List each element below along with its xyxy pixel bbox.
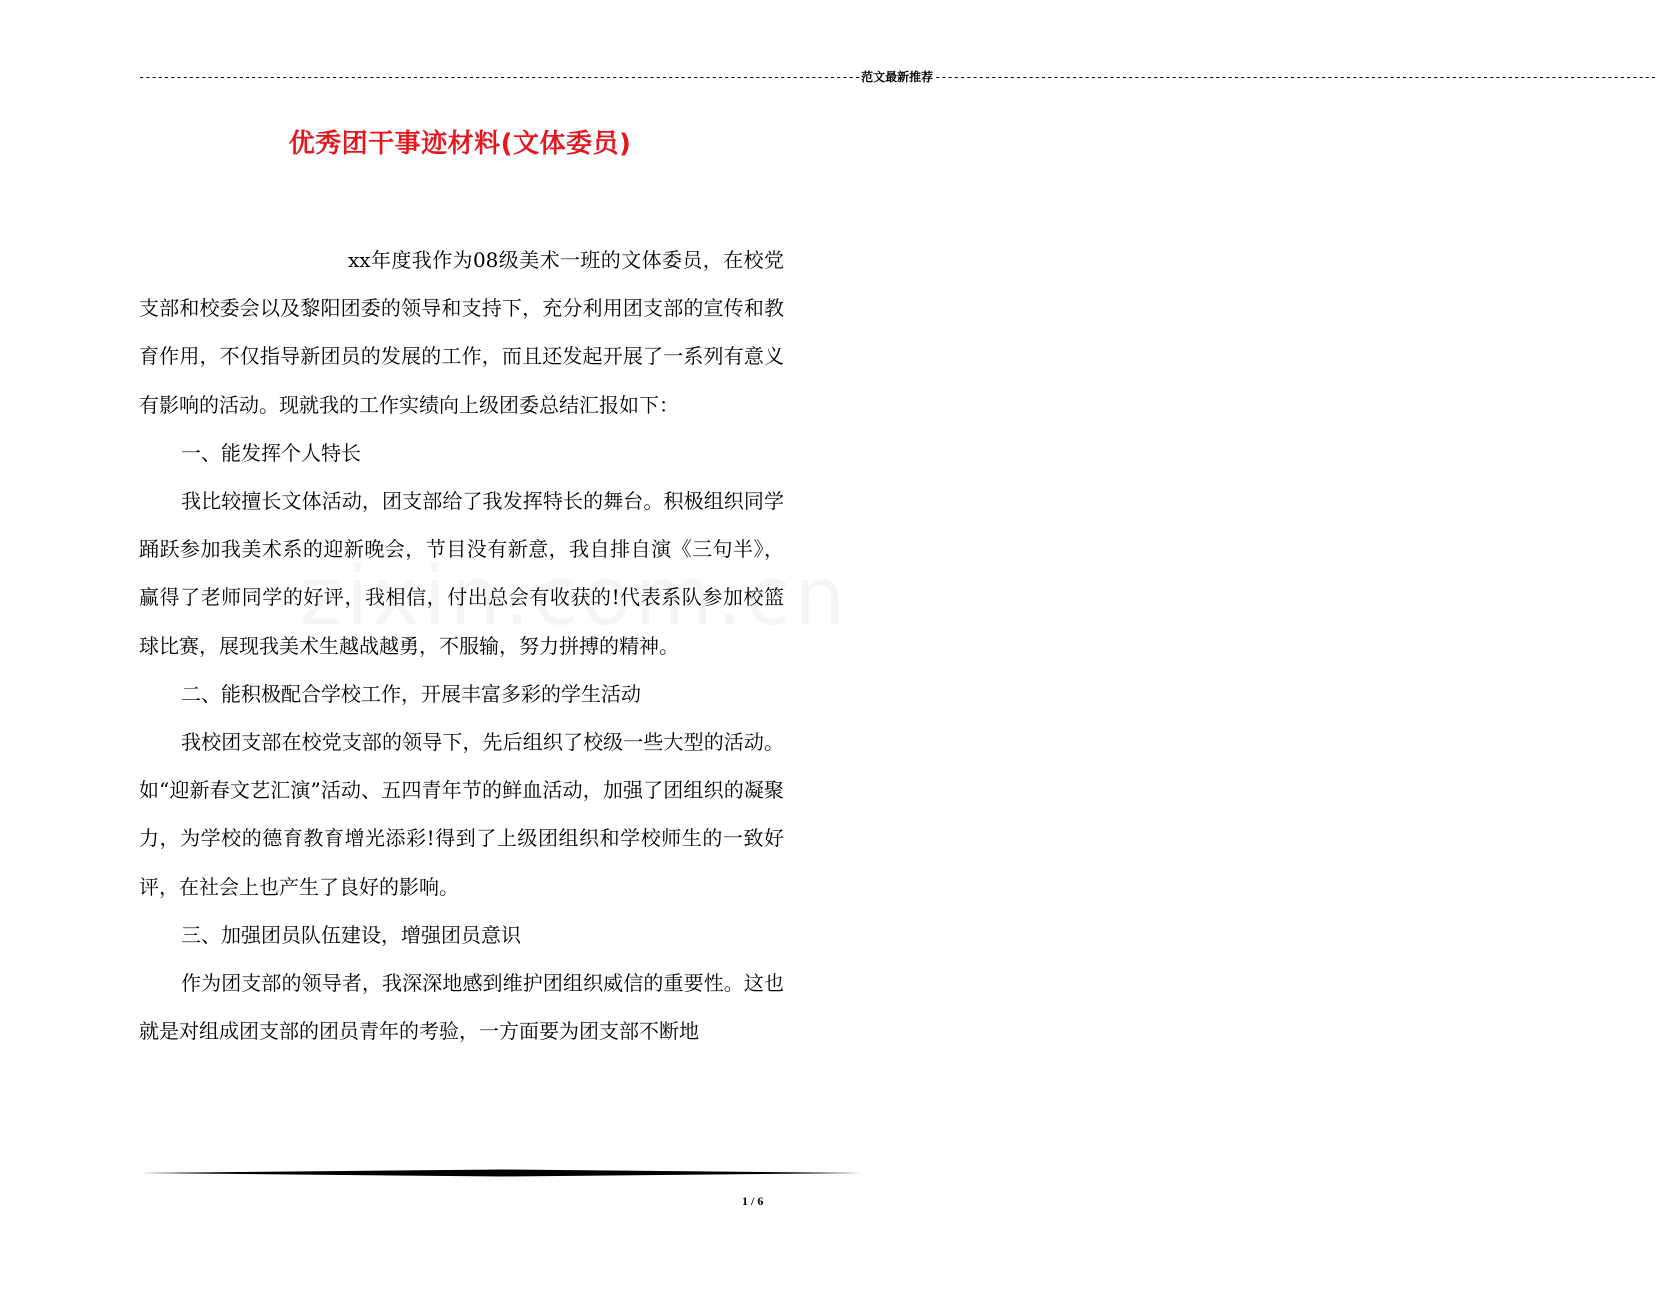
document-body — [139, 236, 784, 1055]
paragraph-section-1: 我比较擅长文体活动，团支部给了我发挥特长的舞台。积极组织同学踊跃参加我美术系的迎新晚会，节目没有新意，我自排自演《三句半》，赢得了老师同学的好评，我相信，付出总会有收获的!代表系队参加校篮球比赛，展现我美术生越战越勇，不服输，努力拼搏的精神。 — [139, 489, 784, 658]
header-dash-right: -------------------------------------------------------------------------------------------------------------------- — [934, 69, 1656, 84]
paragraph-intro: xx年度我作为08级美术一班的文体委员，在校党支部和校委会以及黎阳团委的领导和支持下，充分利用团支部的宣传和教育作用，不仅指导新团员的发展的工作，而且还发起开展了一系列有意义有影响的活动。现就我的工作实绩向上级团委总结汇报如下： — [139, 248, 784, 417]
paragraph-section-3: 作为团支部的领导者，我深深地感到维护团组织威信的重要性。这也就是对组成团支部的团员青年的考验，一方面要为团支部不断地 — [139, 971, 784, 1044]
paragraph-section-2: 我校团支部在校党支部的领导下，先后组织了校级一些大型的活动。如“迎新春文艺汇演”活动、五四青年节的鲜血活动，加强了团组织的凝聚力，为学校的德育教育增光添彩!得到了上级团组织和学校师生的一致好评，在社会上也产生了良好的影响。 — [139, 730, 784, 899]
page-number: 1 / 6 — [742, 1194, 764, 1208]
header-dash-left: -------------------------------------------------------------------------------------------------------------------- — [138, 69, 861, 84]
section-heading-2: 二、能积极配合学校工作，开展丰富多彩的学生活动 — [181, 681, 641, 706]
footer-rule — [140, 1168, 863, 1178]
section-heading-1: 一、能发挥个人特长 — [181, 440, 361, 465]
document-title: 优秀团干事迹材料(文体委员) — [288, 129, 632, 159]
section-heading-3: 三、加强团员队伍建设，增强团员意识 — [181, 922, 521, 947]
page-header — [138, 68, 1656, 85]
header-label: 范文最新推荐 — [861, 70, 934, 84]
